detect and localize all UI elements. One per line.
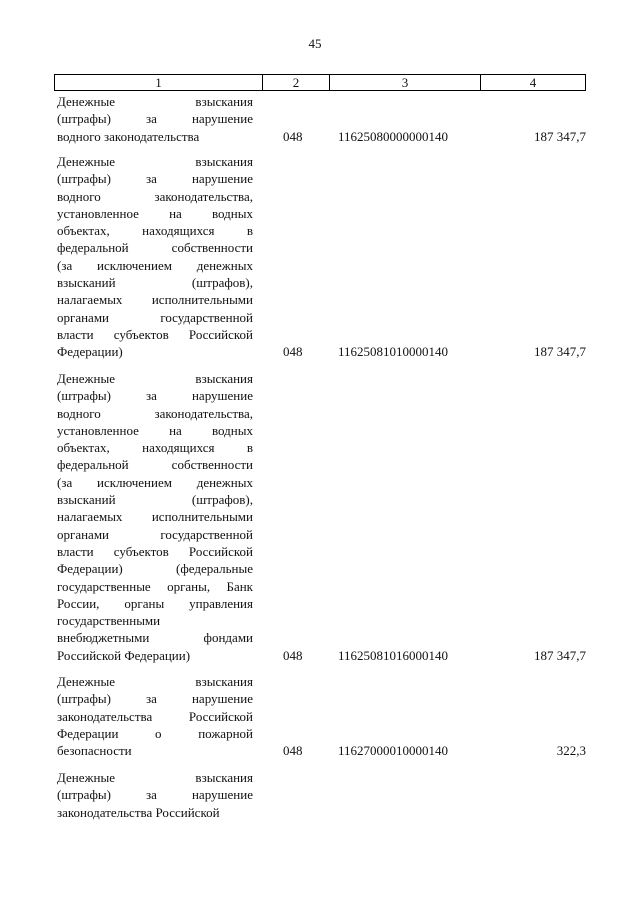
description-line: власти субъектов Российской: [57, 543, 253, 559]
description-line: установленное на водных: [57, 422, 253, 438]
row-description: [57, 769, 253, 821]
description-line: России, органы управления: [57, 595, 253, 611]
description-line: объектах, находящихся в: [57, 223, 253, 239]
row-budget-code: 11625081016000140: [338, 647, 449, 663]
description-line: законодательства Российской: [57, 708, 253, 724]
description-line: государственные органы, Банк: [57, 578, 253, 594]
row-admin-code: 048: [283, 128, 303, 144]
description-line: водного законодательства,: [57, 188, 253, 204]
row-admin-code: 048: [283, 344, 303, 360]
description-line: налагаемых исполнительными: [57, 292, 253, 308]
row-description: [57, 370, 253, 664]
description-line: (штрафы) за нарушение: [57, 787, 253, 803]
row-amount: 187 347,7: [534, 647, 586, 663]
row-amount: 322,3: [556, 743, 586, 759]
row-amount: 187 347,7: [534, 128, 586, 144]
description-line: водного законодательства: [57, 128, 200, 144]
description-line: федеральной собственности: [57, 457, 253, 473]
description-line: Денежные взыскания: [57, 94, 253, 109]
header-col-1: 1: [55, 75, 263, 91]
description-line: установленное на водных: [57, 205, 253, 221]
description-line: государственными: [57, 613, 161, 629]
row-admin-code: 048: [283, 647, 303, 663]
header-col-3: 3: [330, 75, 481, 91]
description-line: (за исключением денежных: [57, 257, 253, 273]
header-col-4: 4: [481, 75, 586, 91]
description-line: Федерации о пожарной: [57, 725, 253, 741]
description-line: органами государственной: [57, 309, 253, 325]
description-line: (штрафы) за нарушение: [57, 691, 253, 707]
row-budget-code: 11625081010000140: [338, 344, 449, 360]
description-line: безопасности: [57, 743, 132, 759]
description-line: Денежные взыскания: [57, 770, 253, 785]
description-line: объектах, находящихся в: [57, 440, 253, 456]
row-amount: 187 347,7: [534, 344, 586, 360]
table-header: [54, 74, 586, 91]
description-line: Российской Федерации): [57, 647, 191, 663]
description-line: (штрафы) за нарушение: [57, 111, 253, 127]
row-budget-code: 11625080000000140: [338, 128, 449, 144]
page-number: 45: [308, 36, 322, 51]
description-line: федеральной собственности: [57, 240, 253, 256]
description-line: взысканий (штрафов),: [57, 275, 253, 291]
row-description: [57, 153, 253, 361]
description-line: (за исключением денежных: [57, 474, 253, 490]
row-description: [57, 93, 253, 145]
description-line: власти субъектов Российской: [57, 326, 253, 342]
description-line: водного законодательства,: [57, 405, 253, 421]
description-line: Денежные взыскания: [57, 371, 253, 386]
description-line: (штрафы) за нарушение: [57, 388, 253, 404]
description-line: налагаемых исполнительными: [57, 509, 253, 525]
description-line: Денежные взыскания: [57, 154, 253, 169]
row-admin-code: 048: [283, 743, 303, 759]
description-line: (штрафы) за нарушение: [57, 171, 253, 187]
description-line: органами государственной: [57, 526, 253, 542]
description-line: взысканий (штрафов),: [57, 492, 253, 508]
header-col-2: 2: [263, 75, 330, 91]
description-line: Федерации) (федеральные: [57, 561, 253, 577]
description-line: законодательства Российской: [57, 804, 220, 820]
description-line: внебюджетными фондами: [57, 630, 253, 646]
description-line: Федерации): [57, 344, 123, 360]
description-line: Денежные взыскания: [57, 674, 253, 689]
row-budget-code: 11627000010000140: [338, 743, 449, 759]
row-description: [57, 673, 253, 759]
